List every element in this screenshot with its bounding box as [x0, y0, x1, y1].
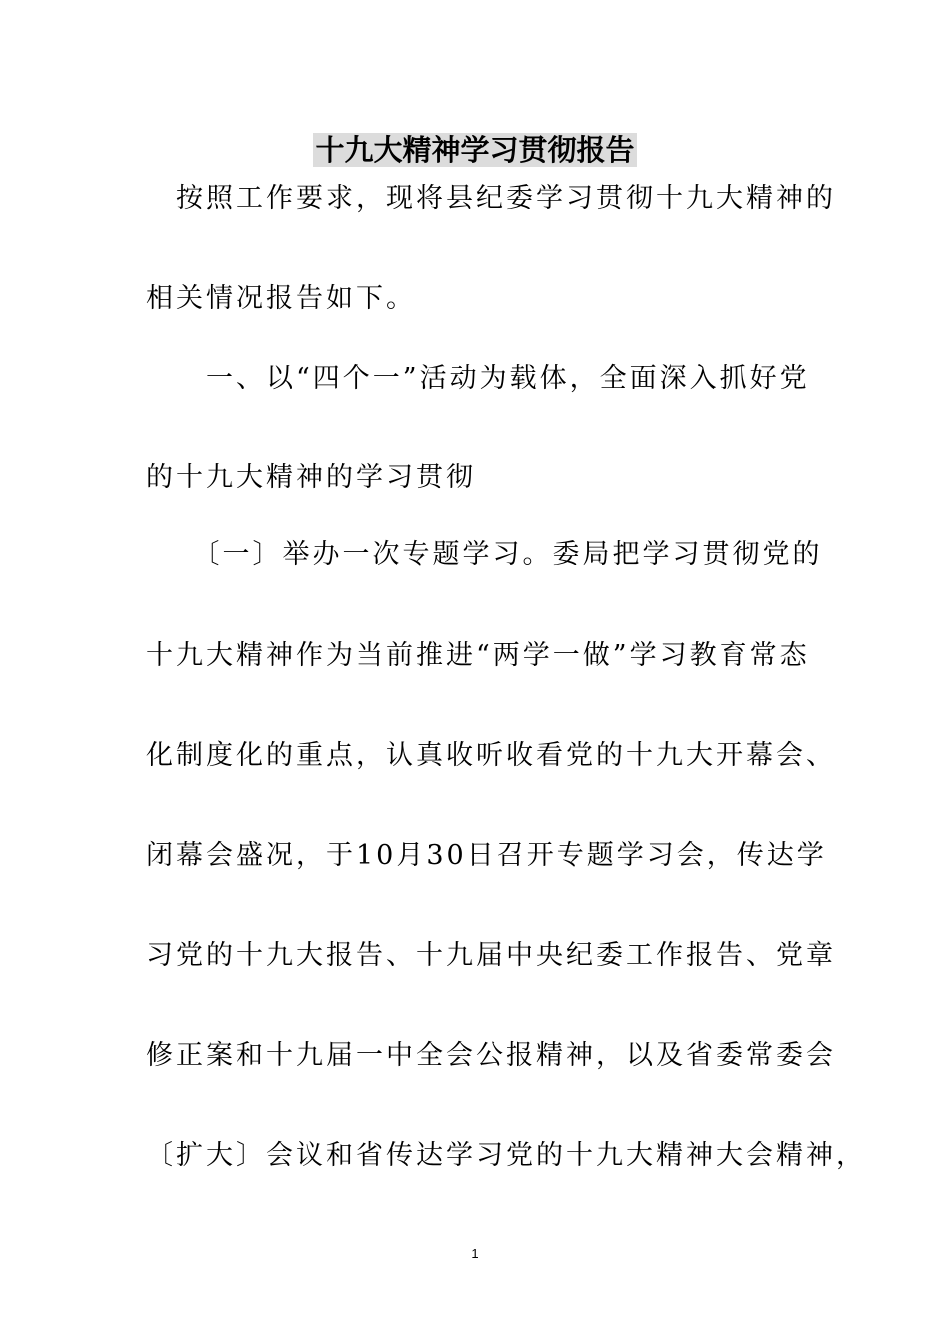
- document-title-text: 十九大精神学习贯彻报告: [315, 133, 635, 167]
- body-line-7: 化制度化的重点，认真收听收看党的十九大开幕会、: [146, 740, 836, 771]
- body-line-10: 修正案和十九届一中全会公报精神，以及省委常委会: [146, 1040, 836, 1071]
- body-line-6: 十九大精神作为当前推进“两学一做”学习教育常态: [146, 640, 810, 671]
- body-line-8: 闭幕会盛况，于10月30日召开专题学习会，传达学: [146, 840, 827, 871]
- page-number: 1: [471, 1246, 479, 1261]
- body-line-1: 按照工作要求，现将县纪委学习贯彻十九大精神的: [146, 183, 836, 214]
- body-line-9: 习党的十九大报告、十九届中央纪委工作报告、党章: [146, 940, 836, 971]
- body-line-4: 的十九大精神的学习贯彻: [146, 462, 476, 493]
- body-line-5: 〔一〕举办一次专题学习。委局把学习贯彻党的: [146, 539, 823, 570]
- document-title: [0, 131, 950, 169]
- body-line-11: 〔扩大〕会议和省传达学习党的十九大精神大会精神，: [146, 1140, 866, 1171]
- body-line-3: 一、以“四个一”活动为载体，全面深入抓好党: [146, 363, 810, 394]
- body-line-2: 相关情况报告如下。: [146, 283, 416, 314]
